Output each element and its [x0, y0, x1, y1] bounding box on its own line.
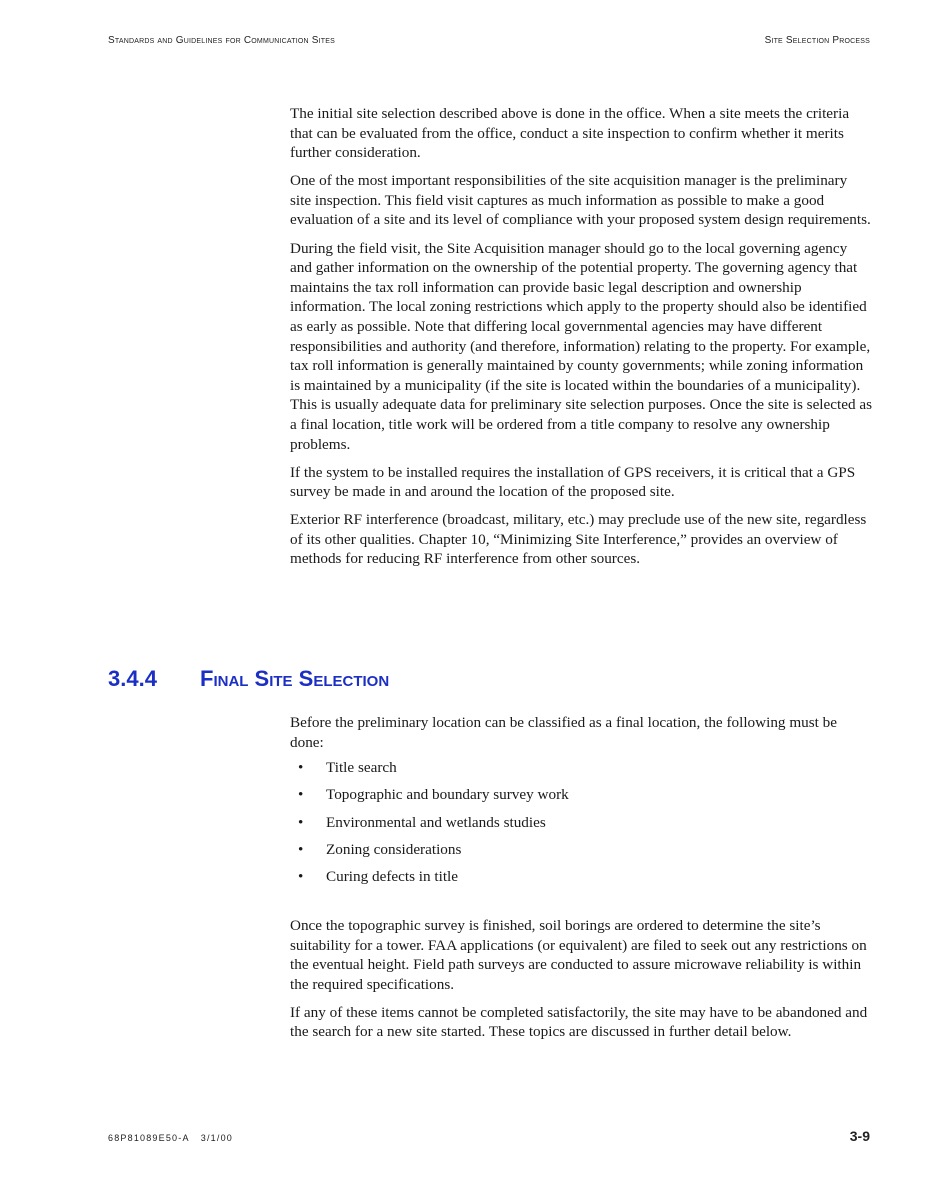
list-item-text: Zoning considerations — [326, 841, 462, 859]
requirements-list — [290, 758, 872, 894]
footer-doc-id: 68P81089E50-A — [108, 1133, 190, 1143]
intro-section — [290, 104, 872, 578]
paragraph: Exterior RF interference (broadcast, military, etc.) may preclude use of the new site, regardless of its other qualities. Chapter 10, “Minimizing Site Interference,” provides an overview of methods for reducing RF interference from other sources. — [290, 511, 867, 568]
section-title: Final Site Selection — [200, 666, 390, 691]
list-item-text: Curing defects in title — [326, 868, 459, 886]
paragraph: If the system to be installed requires the installation of GPS receivers, it is critical that a GPS survey be made in and around the location of the proposed site. — [290, 463, 856, 501]
footer-date: 3/1/00 — [200, 1133, 233, 1143]
list-item-text: Environmental and wetlands studies — [326, 813, 546, 831]
page-number: 3-9 — [849, 1128, 870, 1144]
paragraph: One of the most important responsibilities of the site acquisition manager is the preliminary site inspection. This field visit captures as much information as possible to make a good evaluation of a site and its level of compliance with your proposed system design requirements. — [290, 172, 871, 229]
bullet-icon: • — [298, 786, 304, 804]
closing-section — [290, 916, 872, 1051]
footer-doc-info — [108, 1133, 233, 1143]
paragraph: Once the topographic survey is finished, soil borings are ordered to determine the site’s suitability for a tower. FAA applications (or equivalent) are filed to seek out any restrictions on the eventual height. Field path surveys are conducted to assure microwave reliability is within the required specifications. — [290, 917, 867, 993]
final-selection-section — [290, 713, 872, 895]
paragraph: If any of these items cannot be completed satisfactorily, the site may have to be abandoned and the search for a new site started. These topics are discussed in further detail below. — [290, 1003, 868, 1041]
bullet-icon: • — [298, 841, 304, 859]
bullet-icon: • — [298, 759, 304, 777]
bullet-icon: • — [298, 868, 304, 886]
running-header-right: Site Selection Process — [764, 35, 870, 46]
list-item-text: Title search — [326, 759, 397, 777]
paragraph: During the field visit, the Site Acquisition manager should go to the local governing agency and gather information on the ownership of the potential property. The governing agency that maintains the tax roll information can provide basic legal description and ownership information. The local zoning restrictions which apply to the property should also be identified as early as possible. Note that differing local governmental agencies may have different responsibilities and authority (and therefore, information) relating to the property. For example, tax roll information is generally maintained by county governments; while zoning information is maintained by a municipality (if the site is located within the boundaries of a municipality). This is usually adequate data for preliminary site selection purposes. Once the site is selected as a final location, title work will be ordered from a title company to resolve any ownership problems. — [290, 239, 873, 453]
list-item — [290, 840, 872, 867]
list-item — [290, 758, 872, 785]
section-number: 3.4.4 — [108, 666, 157, 691]
bullet-icon: • — [298, 813, 304, 831]
paragraph: The initial site selection described above is done in the office. When a site meets the criteria that can be evaluated from the office, conduct a site inspection to confirm whether it merits further consideration. — [290, 105, 850, 162]
list-item — [290, 785, 872, 812]
list-item — [290, 867, 872, 894]
section-lead: Before the preliminary location can be classified as a final location, the following must be done: — [290, 714, 837, 751]
running-header-left: Standards and Guidelines for Communication Sites — [108, 35, 335, 46]
list-item-text: Topographic and boundary survey work — [326, 786, 569, 804]
list-item — [290, 813, 872, 840]
